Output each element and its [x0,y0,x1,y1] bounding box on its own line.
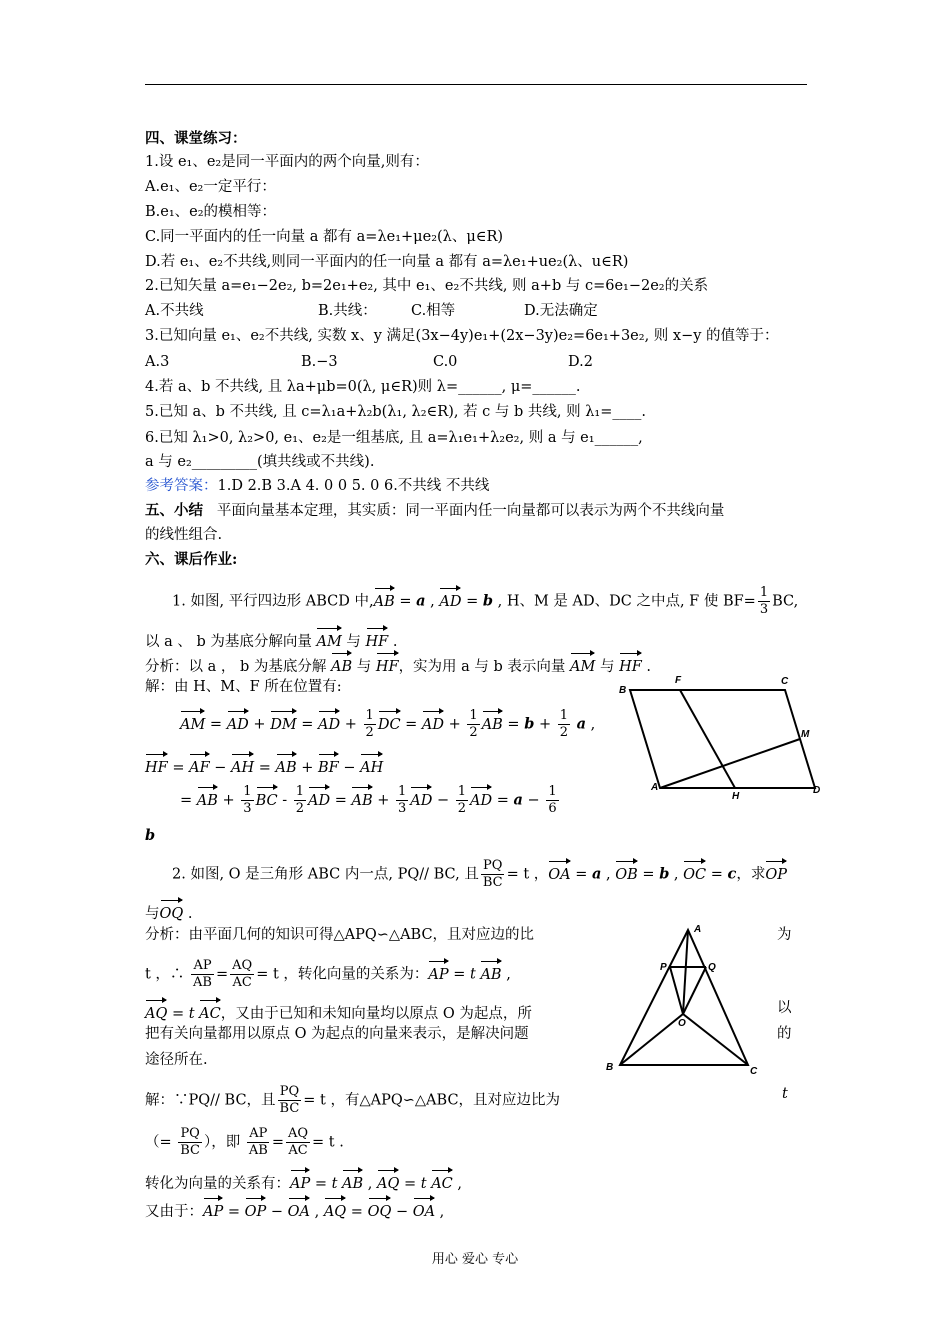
equation-hf-1: HF = AF − AH = AB + BF − AH [145,752,383,778]
label-m: M [801,729,810,740]
homework-1-solve: 解：由 H、M、F 所在位置有: [145,679,342,695]
section-6-title: 六、课后作业: [145,551,238,568]
exercise-2-option-d: D.无法确定 [524,303,598,319]
answers-line [145,476,489,496]
homework-2-analysis-2: t ，∴ $\frac{AP}{AB}$ = $\frac{AQ}{AC}$ = t ，转化向量的关系为：AP = t AB , [145,958,511,990]
label-o: O [678,1018,686,1029]
homework-2-line2: 与OQ . [145,898,193,924]
homework-2-analysis-4-end: 的 [777,1026,792,1042]
exercise-2-option-c: C.相等 [411,303,456,319]
homework-2-solve-4: 又由于：AP = OP − OA , AQ = OQ − OA , [145,1196,444,1222]
section-4-title: 四、课堂练习： [145,130,247,147]
homework-2-solve-3: 转化为向量的关系有：AP = t AB , AQ = t AC , [145,1168,462,1194]
section-5-title: 五、小结 [145,502,203,519]
homework-2-analysis-1: 分析：由平面几何的知识可得△APQ∽△ABC，且对应边的比 [145,927,535,943]
label-b: B [606,1062,614,1073]
exercise-1-option-c: C.同一平面内的任一向量 a 都有 a=λe₁+μe₂(λ、μ∈R) [145,229,504,245]
equation-am: AM = AD + DM = AD + $\frac{1}{2}$ DC = AD + $\frac{1}{2}$ AB = b + $\frac{1}{2}$ a , [180,708,596,740]
homework-2-intro: 2. 如图, O 是三角形 ABC 内一点, PQ// BC, 且 $\frac{PQ}{BC}$ = t ，OA = a , OB = b , OC = c，求OP [172,858,788,890]
label-f: F [675,675,682,686]
summary-text: 平面向量基本定理，其实质：同一平面内任一向量都可以表示为两个不共线向量 [216,503,725,519]
exercise-1-option-b: B.e₁、e₂的模相等： [145,204,277,220]
homework-1-analysis: 分析：以 a ， b 为基底分解 AB 与 HF，实为用 a 与 b 表示向量 AM 与 HF . [145,651,651,677]
homework-1-line2: 以 a 、 b 为基底分解向量 AM 与 HF . [145,626,397,652]
label-c: C [750,1066,758,1077]
page-footer: 用心 爱心 专心 [431,1252,519,1267]
equation-hf-2: = AB + $\frac{1}{3}$ BC - $\frac{1}{2}$ AD = AB + $\frac{1}{3}$ AD − $\frac{1}{2}$ AD = a − $\frac{1}{6}$ [180,784,557,816]
homework-2-analysis-3-end: 以 [777,1000,792,1016]
exercise-6-cont: a 与 e₂_________(填共线或不共线). [145,454,375,470]
label-b: B [619,685,627,696]
label-a: A [651,782,659,793]
homework-1-intro: 1. 如图, 平行四边形 ABCD 中,AB = a , AD = b , H、M 是 AD、DC 之中点, F 使 BF= $\frac{1}{3}$ BC, [172,585,799,617]
label-a: A [694,924,702,935]
exercise-2-option-b: B.共线： [318,303,377,319]
homework-2-analysis-5: 途径所在. [145,1052,208,1068]
parallelogram-figure [615,675,830,800]
equation-hf-tail: b [145,827,156,844]
exercise-6: 6.已知 λ₁>0, λ₂>0, e₁、e₂是一组基底, 且 a=λ₁e₁+λ₂e₂, 则 a 与 e₁______, [145,430,643,446]
exercise-3-option-c: C.0 [433,354,458,370]
label-c: C [781,676,789,687]
label-h: H [732,791,740,800]
label-q: Q [708,962,716,973]
exercise-5: 5.已知 a、b 不共线, 且 c=λ₁a+λ₂b(λ₁, λ₂∈R), 若 c 与 b 共线, 则 λ₁=____. [145,404,646,420]
exercise-1-option-d: D.若 e₁、e₂不共线,则同一平面内的任一向量 a 都有 a=λe₁+ue₂(λ、u∈R) [145,254,629,270]
exercise-3-option-d: D.2 [568,354,593,370]
homework-2-analysis-4: 把有关向量都用以原点 O 为起点的向量来表示，是解决问题 [145,1026,529,1042]
homework-2-solve-1-end: t [782,1086,788,1102]
exercise-3-option-a: A.3 [145,354,170,370]
homework-2-solve-2: （= $\frac{PQ}{BC}$ ），即 $\frac{AP}{AB}$ = $\frac{AQ}{AC}$ = t . [145,1126,344,1158]
exercise-3-option-b: B.−3 [301,354,338,370]
exercise-4: 4.若 a、b 不共线, 且 λa+μb=0(λ, μ∈R)则 λ=______, μ=______. [145,379,581,395]
exercise-2-option-a: A.不共线 [145,303,204,319]
answers-label: 参考答案： [145,478,218,494]
header-rule [145,84,807,85]
exercise-1-option-a: A.e₁、e₂一定平行： [145,179,276,195]
homework-2-analysis-3: AQ = t AC，又由于已知和未知向量均以原点 O 为起点，所 [145,998,532,1024]
exercise-3: 3.已知向量 e₁、e₂不共线, 实数 x、y 满足(3x−4y)e₁+(2x−3y)e₂=6e₁+3e₂, 则 x−y 的值等于： [145,328,779,344]
answers-text: 1.D 2.B 3.A 4. 0 0 5. 0 6.不共线 不共线 [217,478,490,494]
label-d: D [813,785,821,796]
summary-line [145,501,724,521]
label-p: P [660,962,667,973]
exercise-1: 1.设 e₁、e₂是同一平面内的两个向量,则有： [145,154,429,170]
homework-2-solve-1: 解：∵PQ// BC，且 $\frac{PQ}{BC}$ = t ，有△APQ∽△ABC，且对应边比为 [145,1084,561,1116]
exercise-2: 2.已知矢量 a=e₁−2e₂, b=2e₁+e₂, 其中 e₁、e₂不共线, 则 a+b 与 c=6e₁−2e₂的关系 [145,278,709,294]
homework-2-analysis-1-end: 为 [777,927,792,943]
parallelogram-labels [619,675,820,800]
summary-text-cont: 的线性组合. [145,527,223,543]
triangle-figure [600,920,770,1080]
